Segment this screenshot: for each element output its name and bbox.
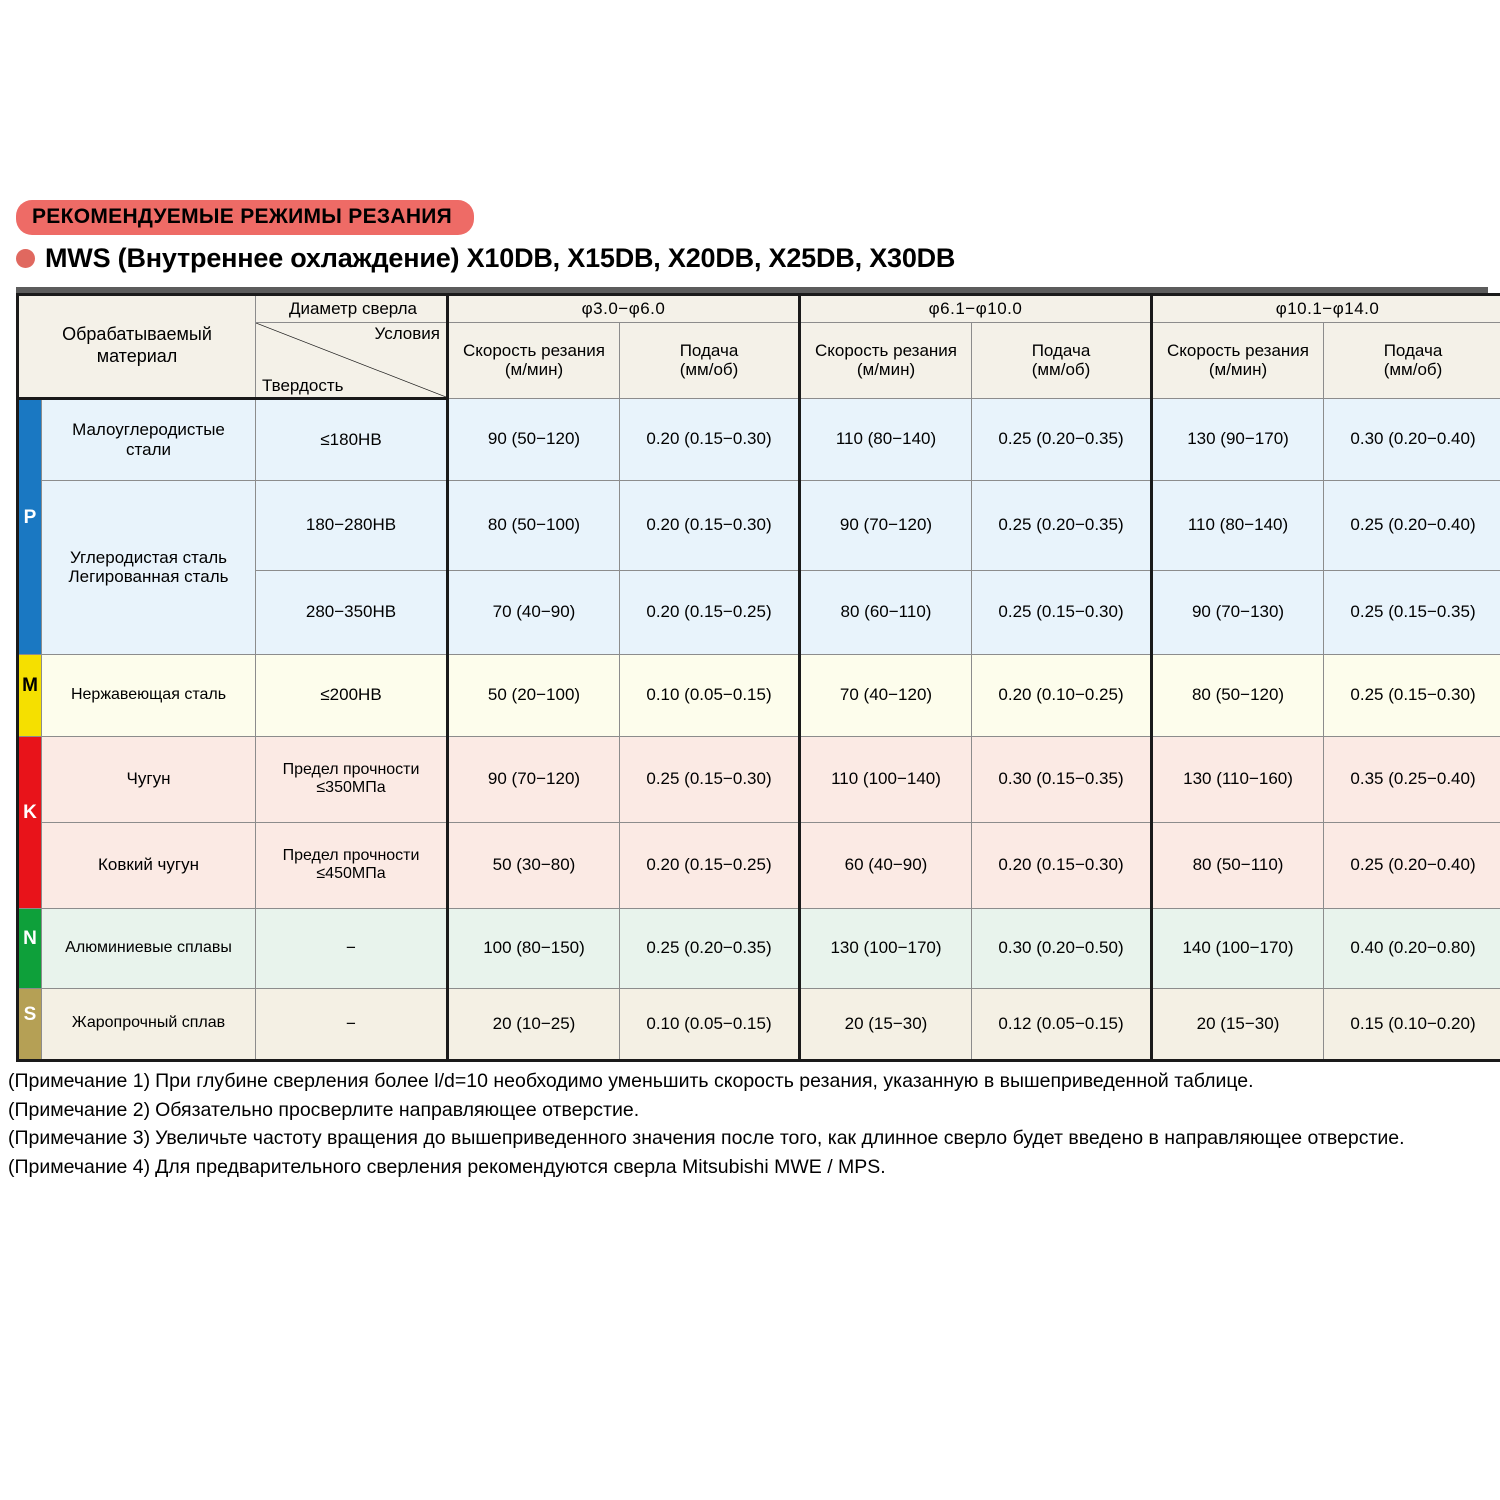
material-name-line1: Чугун (126, 769, 171, 789)
cell-speed-d3: 110 (80−140) (1152, 480, 1324, 570)
iso-group-strip-p (18, 398, 42, 654)
cell-feed-d1: 0.25 (0.15−0.30) (620, 736, 800, 822)
condition-cell: 280−350HB (256, 570, 448, 654)
header-feed-line1-2: Подача (1383, 340, 1443, 360)
cell-speed-d1: 100 (80−150) (448, 908, 620, 988)
table-row (18, 654, 1500, 736)
header-conditions-label: Условия (374, 323, 440, 343)
header-speed-2 (1152, 322, 1324, 398)
note-body: При глубине сверления более l/d=10 необходимо уменьшить скорость резания, указанную в вышеприведенной таблице. (155, 1070, 1254, 1092)
cell-speed-d3: 130 (110−160) (1152, 736, 1324, 822)
table-row (18, 480, 1500, 570)
cell-feed-d2: 0.12 (0.05−0.15) (972, 988, 1152, 1060)
header-conditions-hardness (256, 322, 448, 398)
iso-group-letter: K (23, 802, 37, 824)
note-label: (Примечание 2) (8, 1098, 151, 1121)
cell-feed-d1: 0.10 (0.05−0.15) (620, 988, 800, 1060)
cell-feed-d2: 0.30 (0.15−0.35) (972, 736, 1152, 822)
cell-feed-d2: 0.20 (0.10−0.25) (972, 654, 1152, 736)
cell-speed-d3: 80 (50−110) (1152, 822, 1324, 908)
header-feed-line2-0: (мм/об) (679, 360, 739, 380)
bullet-dot-icon (16, 249, 35, 268)
header-material (18, 295, 256, 399)
header-feed-line2-2: (мм/об) (1383, 360, 1443, 380)
cell-feed-d1: 0.20 (0.15−0.30) (620, 398, 800, 480)
material-name-line1: Жаропрочный сплав (71, 1014, 226, 1032)
cell-feed-d1: 0.20 (0.15−0.25) (620, 570, 800, 654)
note-label: (Примечание 4) (8, 1156, 151, 1179)
cell-speed-d2: 110 (100−140) (800, 736, 972, 822)
cell-feed-d2: 0.25 (0.15−0.30) (972, 570, 1152, 654)
cell-speed-d1: 90 (70−120) (448, 736, 620, 822)
cell-feed-d2: 0.20 (0.15−0.30) (972, 822, 1152, 908)
header-feed-line1-0: Подача (679, 340, 739, 360)
cell-speed-d1: 20 (10−25) (448, 988, 620, 1060)
header-group-1: φ6.1−φ10.0 (800, 295, 1152, 323)
header-speed-line2-2: (м/мин) (1208, 360, 1268, 380)
iso-group-strip-n (18, 908, 42, 988)
header-group-2: φ10.1−φ14.0 (1152, 295, 1500, 323)
header-feed-0 (620, 322, 800, 398)
material-name-cell (42, 654, 256, 736)
iso-group-strip-k (18, 736, 42, 908)
header-speed-line2-1: (м/мин) (856, 360, 916, 380)
header-feed-line2-1: (мм/об) (1031, 360, 1091, 380)
cell-speed-d1: 70 (40−90) (448, 570, 620, 654)
material-name-cell (42, 822, 256, 908)
banner-label: РЕКОМЕНДУЕМЫЕ РЕЖИМЫ РЕЗАНИЯ (16, 200, 474, 235)
table-row (18, 822, 1500, 908)
cell-feed-d3: 0.25 (0.15−0.30) (1324, 654, 1500, 736)
condition-cell: − (256, 988, 448, 1060)
cell-speed-d3: 90 (70−130) (1152, 570, 1324, 654)
table-row (18, 908, 1500, 988)
cell-feed-d2: 0.30 (0.20−0.50) (972, 908, 1152, 988)
cell-feed-d1: 0.20 (0.15−0.25) (620, 822, 800, 908)
table-body (18, 295, 1500, 1061)
iso-group-letter: N (23, 928, 37, 950)
note-item (8, 1125, 1478, 1153)
table-row (18, 988, 1500, 1060)
cell-speed-d2: 80 (60−110) (800, 570, 972, 654)
material-name-cell (42, 908, 256, 988)
header-material-line1: Обрабатываемый (62, 324, 212, 345)
cell-speed-d3: 80 (50−120) (1152, 654, 1324, 736)
cell-speed-d1: 90 (50−120) (448, 398, 620, 480)
cell-speed-d2: 70 (40−120) (800, 654, 972, 736)
condition-cell (256, 736, 448, 822)
condition-cell: ≤180HB (256, 398, 448, 480)
product-title (16, 245, 955, 272)
header-feed-2 (1324, 322, 1500, 398)
header-speed-1 (800, 322, 972, 398)
table-header-row-1 (18, 295, 1500, 323)
material-name-line2: стали (126, 439, 171, 459)
cell-feed-d3: 0.40 (0.20−0.80) (1324, 908, 1500, 988)
diagonal-split-box (256, 323, 446, 397)
header-speed-line1-2: Скорость резания (1167, 340, 1310, 360)
iso-group-strip-s (18, 988, 42, 1060)
header-feed-1 (972, 322, 1152, 398)
material-name-cell (42, 736, 256, 822)
header-drill-diameter: Диаметр сверла (256, 295, 448, 323)
note-body: Увеличьте частоту вращения до вышеприведенного значения после того, как длинное сверло будет введено в направляющее отверстие. (155, 1127, 1405, 1150)
header-speed-line1-0: Скорость резания (462, 340, 605, 360)
condition-line2: ≤450МПа (316, 865, 386, 883)
note-body: Обязательно просверлите направляющее отверстие. (155, 1098, 640, 1121)
condition-line1: Предел прочности (282, 846, 420, 864)
note-label: (Примечание 1) (8, 1070, 151, 1092)
cell-feed-d3: 0.15 (0.10−0.20) (1324, 988, 1500, 1060)
cutting-conditions-table-zone (16, 287, 1488, 1062)
note-item (8, 1068, 1478, 1096)
note-label: (Примечание 3) (8, 1127, 151, 1150)
cell-speed-d1: 80 (50−100) (448, 480, 620, 570)
cell-speed-d1: 50 (20−100) (448, 654, 620, 736)
cell-speed-d2: 110 (80−140) (800, 398, 972, 480)
header-material-line2: материал (96, 346, 178, 367)
condition-cell: − (256, 908, 448, 988)
material-name-cell (42, 398, 256, 480)
condition-cell: 180−280HB (256, 480, 448, 570)
cell-feed-d3: 0.35 (0.25−0.40) (1324, 736, 1500, 822)
note-item (8, 1154, 1478, 1182)
cell-speed-d3: 20 (15−30) (1152, 988, 1324, 1060)
condition-line2: ≤350МПа (316, 779, 386, 797)
cell-speed-d1: 50 (30−80) (448, 822, 620, 908)
cell-feed-d3: 0.25 (0.15−0.35) (1324, 570, 1500, 654)
iso-group-letter: M (22, 675, 38, 697)
cell-feed-d2: 0.25 (0.20−0.35) (972, 480, 1152, 570)
condition-line1: Предел прочности (282, 760, 420, 778)
cell-feed-d3: 0.25 (0.20−0.40) (1324, 480, 1500, 570)
material-name-line1: Углеродистая сталь (70, 547, 227, 567)
condition-cell: ≤200HB (256, 654, 448, 736)
material-name-line1: Ковкий чугун (98, 855, 199, 875)
iso-group-strip-m (18, 654, 42, 736)
iso-group-letter: P (23, 506, 37, 528)
note-item (8, 1097, 1478, 1125)
notes-block (8, 1068, 1478, 1183)
material-name-line2: Легированная сталь (68, 567, 229, 587)
material-name-line1: Малоуглеродистые (72, 420, 225, 439)
table-row (18, 736, 1500, 822)
cell-speed-d2: 90 (70−120) (800, 480, 972, 570)
cell-feed-d1: 0.25 (0.20−0.35) (620, 908, 800, 988)
table-row (18, 398, 1500, 480)
product-title-text: MWS (Внутреннее охлаждение) X10DB, X15DB, X20DB, X25DB, X30DB (45, 243, 956, 273)
note-body: Для предварительного сверления рекомендуются сверла Mitsubishi MWE / MPS. (155, 1156, 886, 1179)
header-speed-0 (448, 322, 620, 398)
cutting-conditions-table (16, 293, 1500, 1062)
material-name-cell (42, 480, 256, 654)
cell-feed-d3: 0.25 (0.20−0.40) (1324, 822, 1500, 908)
cell-feed-d1: 0.20 (0.15−0.30) (620, 480, 800, 570)
cell-speed-d3: 140 (100−170) (1152, 908, 1324, 988)
cell-speed-d2: 60 (40−90) (800, 822, 972, 908)
header-group-0: φ3.0−φ6.0 (448, 295, 800, 323)
cell-feed-d2: 0.25 (0.20−0.35) (972, 398, 1152, 480)
material-name-line1: Алюминиевые сплавы (65, 938, 232, 956)
material-name-line1: Нержавеющая сталь (70, 685, 227, 703)
cell-feed-d1: 0.10 (0.05−0.15) (620, 654, 800, 736)
header-feed-line1-1: Подача (1031, 340, 1091, 360)
cell-speed-d2: 130 (100−170) (800, 908, 972, 988)
cell-speed-d3: 130 (90−170) (1152, 398, 1324, 480)
cell-feed-d3: 0.30 (0.20−0.40) (1324, 398, 1500, 480)
iso-group-letter: S (23, 1003, 37, 1025)
material-name-cell (42, 988, 256, 1060)
header-speed-line1-1: Скорость резания (814, 340, 957, 360)
header-speed-line2-0: (м/мин) (504, 360, 564, 380)
cell-speed-d2: 20 (15−30) (800, 988, 972, 1060)
condition-cell (256, 822, 448, 908)
header-hardness-label: Твердость (262, 376, 344, 395)
section-banner (16, 200, 474, 235)
